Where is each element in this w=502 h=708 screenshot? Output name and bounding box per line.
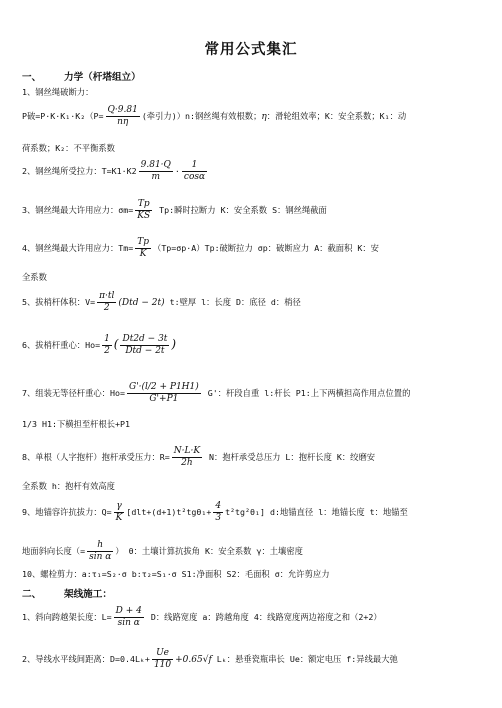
- fraction: [152, 648, 173, 671]
- expression: +0.65√f: [175, 655, 212, 665]
- numerator: γ: [114, 501, 125, 513]
- numerator: 4: [215, 501, 222, 511]
- fraction: [135, 237, 151, 260]
- formula-text: G'：杆段自重 l:杆长 P1:上下两横担高作用点位置的: [202, 388, 411, 398]
- formula-1-continuation: 荷系数；K₂：不平衡系数: [22, 143, 115, 153]
- formula-4: [22, 237, 379, 260]
- formula-text: P破=P·K·K₁·K₂（P=: [22, 111, 104, 121]
- numerator: 1: [104, 334, 110, 344]
- formula-2: [22, 160, 209, 183]
- fraction: [135, 199, 152, 222]
- section-label: 架线施工：: [64, 589, 112, 600]
- formula-6: 6、拔梢杆重心：Ho= $\frac{1}{2}$ ( Dt2d − 3t Dtd − 2t ): [22, 334, 177, 356]
- formula-text: 7、组装无等径杆重心：Ho=: [22, 388, 125, 398]
- numerator: 9.81·Q: [140, 160, 171, 170]
- fraction: [127, 382, 201, 405]
- denominator: sin α: [89, 552, 112, 562]
- formula-text: t:壁厚 l：长度 D：底径 d：梢径: [164, 297, 301, 307]
- formula-10: 10、螺栓剪力：a:τ₁=S₂·σ b:τ₂=S₁·σ S1:净面积 S2：毛面积 σ：允许剪应力: [22, 569, 330, 579]
- formula-text: ·: [174, 166, 180, 176]
- formula-text: D：线路宽度 a：跨越角度 4：线路宽度两边裕度之和（2+2）: [145, 612, 382, 622]
- section-label: 力学（杆塔组立）: [64, 72, 141, 83]
- denominator: sin α: [117, 618, 140, 628]
- denominator: 3: [215, 513, 222, 523]
- denominator: 2: [103, 303, 110, 313]
- formula-3: [22, 199, 327, 222]
- numerator: G'·(l/2 + P1H1): [128, 382, 199, 392]
- denominator: K: [139, 249, 147, 259]
- formula-text: ：滑轮组效率；K：安全系数；K₁：动: [266, 111, 407, 121]
- numerator: Dt2d − 3t: [122, 334, 168, 344]
- fraction: [114, 606, 144, 629]
- expression: (Dtd − 2t): [118, 298, 165, 308]
- expression: t²tg²θ₁]: [225, 507, 266, 517]
- fraction: [97, 291, 116, 314]
- formula-text: d:地锚直径 l：地锚长度 t：地锚至: [265, 507, 408, 517]
- numerator: 1: [182, 160, 207, 172]
- denominator: 2h: [181, 458, 193, 468]
- numerator: Tp: [137, 237, 150, 247]
- formula-1-heading: 1、钢丝绳破断力：: [22, 87, 94, 97]
- fraction: [120, 334, 169, 357]
- denominator: m: [151, 172, 161, 182]
- section-heading-mechanics: [22, 69, 141, 83]
- formula-text: （Tp=σp·A）Tp:破断拉力 σp：破断应力 A：截面积 K：安: [153, 243, 379, 253]
- denominator: 110: [153, 660, 172, 670]
- formula-text: 4、钢丝绳最大许用应力：Tm=: [22, 243, 134, 253]
- denominator: G'+P1: [149, 394, 179, 404]
- numerator: Tp: [135, 199, 152, 211]
- numerator: D + 4: [115, 606, 142, 616]
- section-heading-stringing: [22, 586, 112, 600]
- formula-text: ）n:钢丝绳有效根数；: [176, 111, 262, 121]
- denominator: 2: [104, 346, 110, 356]
- denominator: nη: [117, 117, 129, 127]
- denominator: KS: [137, 211, 151, 221]
- formula-4-continuation: 全系数: [22, 272, 47, 282]
- fraction: [106, 105, 140, 128]
- formula-text: 8、单根（人字抱杆）抱杆承受压力：R=: [22, 452, 170, 462]
- section-number: 一、: [22, 72, 42, 83]
- formula-text: 1、斜向跨越架长度：L=: [22, 612, 112, 622]
- formula-text: N：抱杆承受总压力 L：抱杆长度 K：绞磨安: [204, 452, 376, 462]
- denominator: cosα: [183, 172, 206, 182]
- formula-7-continuation: 1/3 H1:下横担至杆根长+P1: [22, 419, 131, 429]
- formula-8: [22, 446, 375, 469]
- formula-9: [22, 501, 408, 524]
- formula-text: Tp:瞬时拉断力 K：安全系数 S：钢丝绳截面: [154, 205, 327, 215]
- formula-text: 9、地锚容许抗拔力：Q=: [22, 507, 112, 517]
- formula-7: [22, 382, 410, 405]
- numerator: Ue: [152, 648, 173, 660]
- formula-text: 地面斜向长度（=: [22, 546, 86, 556]
- symbol: η: [261, 112, 267, 122]
- formula-text: Lₖ：悬垂瓷瓶串长 Ue：额定电压 f:异线最大弛: [211, 654, 398, 664]
- formula-text: (牵引力): [141, 111, 177, 121]
- formula-text: 5、拔梢杆体积：V=: [22, 297, 96, 307]
- denominator: Dtd − 2t: [125, 346, 165, 356]
- numerator: π·tl: [99, 291, 115, 301]
- numerator: Q·9.81: [107, 105, 138, 115]
- formula-text: 6、拔梢杆重心：Ho=: [22, 340, 101, 350]
- stringing-formula-2: [22, 648, 398, 671]
- numerator: h: [87, 540, 113, 552]
- fraction: [182, 160, 207, 183]
- formula-text: ） θ：土壤计算抗拔角 K：安全系数 γ：土壤密度: [115, 546, 303, 556]
- denominator: K: [115, 513, 123, 523]
- fraction: [114, 501, 125, 524]
- expression: [dlt+(d+1)t²tgθ₁+: [126, 507, 212, 517]
- formula-9-continuation: [22, 540, 303, 563]
- formula-8-continuation: 全系数 h：抱杆有效高度: [22, 481, 115, 491]
- fraction: [213, 501, 223, 524]
- formula-1: [22, 105, 406, 128]
- fraction: [87, 540, 113, 563]
- page-title: 常用公式集汇: [204, 42, 298, 58]
- fraction: [172, 446, 202, 469]
- section-number: 二、: [22, 589, 42, 600]
- formula-text: 3、钢丝绳最大许用应力：σm=: [22, 205, 134, 215]
- formula-5: [22, 291, 301, 314]
- numerator: N·L·K: [173, 446, 201, 456]
- fraction: [139, 160, 173, 183]
- fraction: [102, 334, 112, 357]
- formula-text: 2、钢丝绳所受拉力：T=K1·K2: [22, 166, 137, 176]
- formula-text: 2、导线水平线间距离：D=0.4Lₖ+: [22, 654, 150, 664]
- stringing-formula-1: [22, 606, 382, 629]
